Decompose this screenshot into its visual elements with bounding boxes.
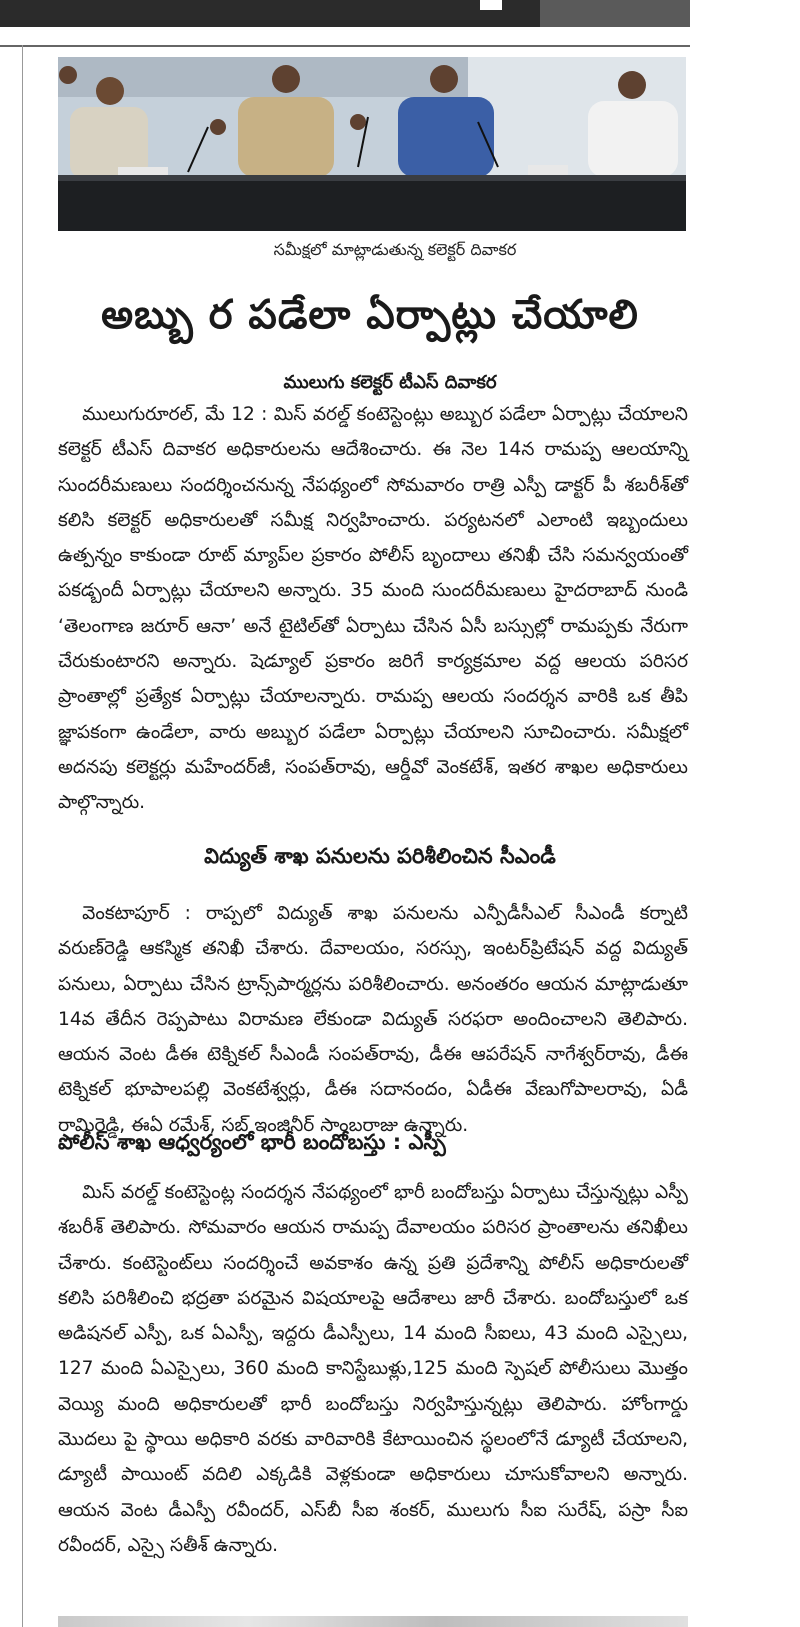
meeting-photo-illustration [58,57,686,231]
masthead-strip [0,0,690,27]
photo-caption: సమీక్షలో మాట్లాడుతున్న కలెక్టర్ దివాకర [273,240,517,259]
article-paragraph-3: మిస్ వరల్డ్ కంటెస్టెంట్ల సందర్శన నేపథ్యంలో భారీ బందోబస్తు ఏర్పాటు చేస్తున్నట్లు ఎస్పీ శబరీశ్ తెలిపారు. సోమవారం ఆయన రామప్ప దేవాలయం పరిసర ప్రాంతాలను తనిఖీలు చేశారు. కంటెస్టెంట్‌లు సందర్శించే అవకాశం ఉన్న ప్రతి ప్రదేశాన్ని పోలీస్ అధికారులతో కలిసి పరిశీలించి భద్రతా పరమైన విషయాలపై ఆదేశాలు జారీ చేశారు. బందోబస్తులో ఒక అడిషనల్ ఎస్పీ, ఒక ఏఎస్పీ, ఇద్దరు డీఎస్పీలు, 14 మంది సీఐలు, 43 మంది ఎస్సైలు, 127 మంది ఏఎస్సైలు, 360 మంది కానిస్టేబుళ్లు,125 మంది స్పెషల్ పోలీసులు మొత్తం వెయ్యి మంది అధికారులతో భారీ బందోబస్తు నిర్వహిస్తున్నట్లు తెలిపారు. హోంగార్డు మొదలు పై స్థాయి అధికారి వరకు వారివారికి కేటాయించిన స్థలంలోనే డ్యూటీ చేయాలని, డ్యూటీ పాయింట్ వదిలి ఎక్కడికి వెళ్లకుండా అధికారులు చూసుకోవాలని అన్నారు. ఆయన వెంట డీఎస్పీ రవీందర్, ఎస్‌బీ సీఐ శంకర్, ములుగు సీఐ సురేష్, పస్రా సీఐ రవీందర్, ఎస్సై సతీశ్ ఉన్నారు. [58,1182,688,1556]
masthead-notch [480,0,502,10]
subheading-power-dept: విద్యుత్ శాఖ పనులను పరిశీలించిన సీఎండీ [204,844,556,868]
subheading-police-dept: పోలీస్ శాఖ ఆధ్వర్యంలో భారీ బందోబస్తు : ఎస్పీ [58,1130,446,1154]
headline: అబ్బు ర పడేలా ఏర్పాట్లు చేయాలి [101,292,639,338]
article-paragraph-1: ములుగురూరల్, మే 12 : మిస్ వరల్డ్ కంటెస్టెంట్లు అబ్బుర పడేలా ఏర్పాట్లు చేయాలని కలెక్టర్ టీఎస్ దివాకర అధికారులను ఆదేశించారు. ఈ నెల 14న రామప్ప ఆలయాన్ని సుందరీమణులు సందర్శించనున్న నేపథ్యంలో సోమవారం రాత్రి ఎస్పీ డాక్టర్ పీ శబరీశ్‌తో కలిసి కలెక్టర్ అధికారులతో సమీక్ష నిర్వహించారు. పర్యటనలో ఎలాంటి ఇబ్బందులు ఉత్పన్నం కాకుండా రూట్ మ్యాప్‌ల ప్రకారం పోలీస్ బృందాలు తనిఖీ చేసి సమన్వయంతో పకడ్బందీ ఏర్పాట్లు చేయాలని అన్నారు. 35 మంది సుందరీమణులు హైదరాబాద్ నుండి ‘తెలంగాణ జరూర్ ఆనా’ అనే టైటిల్‌తో ఏర్పాటు చేసిన ఏసీ బస్సుల్లో రామప్పకు నేరుగా చేరుకుంటారని అన్నారు. షెడ్యూల్ ప్రకారం జరిగే కార్యక్రమాల వద్ద ఆలయ పరిసర ప్రాంతాల్లో ప్రత్యేక ఏర్పాట్లు చేయాలన్నారు. రామప్ప ఆలయ సందర్శన వారికి ఒక తీపి జ్ఞాపకంగా ఉండేలా, వారు అబ్బుర పడేలా ఏర్పాట్లు చేయాలని సూచించారు. సమీక్షలో అదనపు కలెక్టర్లు మహేందర్‌జీ, సంపత్‌రావు, ఆర్డీవో వెంకటేశ్, ఇతర శాఖల అధికారులు పాల్గొన్నారు. [58,404,688,814]
masthead-right-block [540,0,690,27]
byline: ములుగు కలెక్టర్ టీఎస్ దివాకర [283,372,497,393]
column-divider [22,45,23,1627]
article-paragraph-2: వెంకటాపూర్ : రాప్పలో విద్యుత్ శాఖ పనులను ఎన్పీడీసీఎల్ సీఎండీ కర్నాటి వరుణ్‌రెడ్డి ఆకస్మిక తనిఖీ చేశారు. దేవాలయం, సరస్సు, ఇంటర్‌ప్రిటేషన్ వద్ద విద్యుత్ పనులు, ఏర్పాటు చేసిన ట్రాన్స్‌పార్మర్లను పరిశీలించారు. అనంతరం ఆయన మాట్లాడుతూ 14వ తేదీన రెప్పపాటు విరామణ లేకుండా విద్యుత్ సరఫరా అందించాలని తెలిపారు. ఆయన వెంట డీఈ టెక్నికల్ సీఎండీ సంపత్‌రావు, డీఈ ఆపరేషన్ నాగేశ్వర్‌రావు, డీఈ టెక్నికల్ భూపాలపల్లి వెంకటేశ్వర్లు, డీఈ సదానందం, ఏడీఈ వేణుగోపాలరావు, ఏడీ రామిరెడ్డి, ఈఏ రమేశ్, సబ్ ఇంజినీర్ సాంబరాజు ఉన్నారు. [58,903,688,1136]
top-divider [0,45,690,47]
next-photo-edge [58,1616,688,1627]
news-photo [58,57,686,231]
